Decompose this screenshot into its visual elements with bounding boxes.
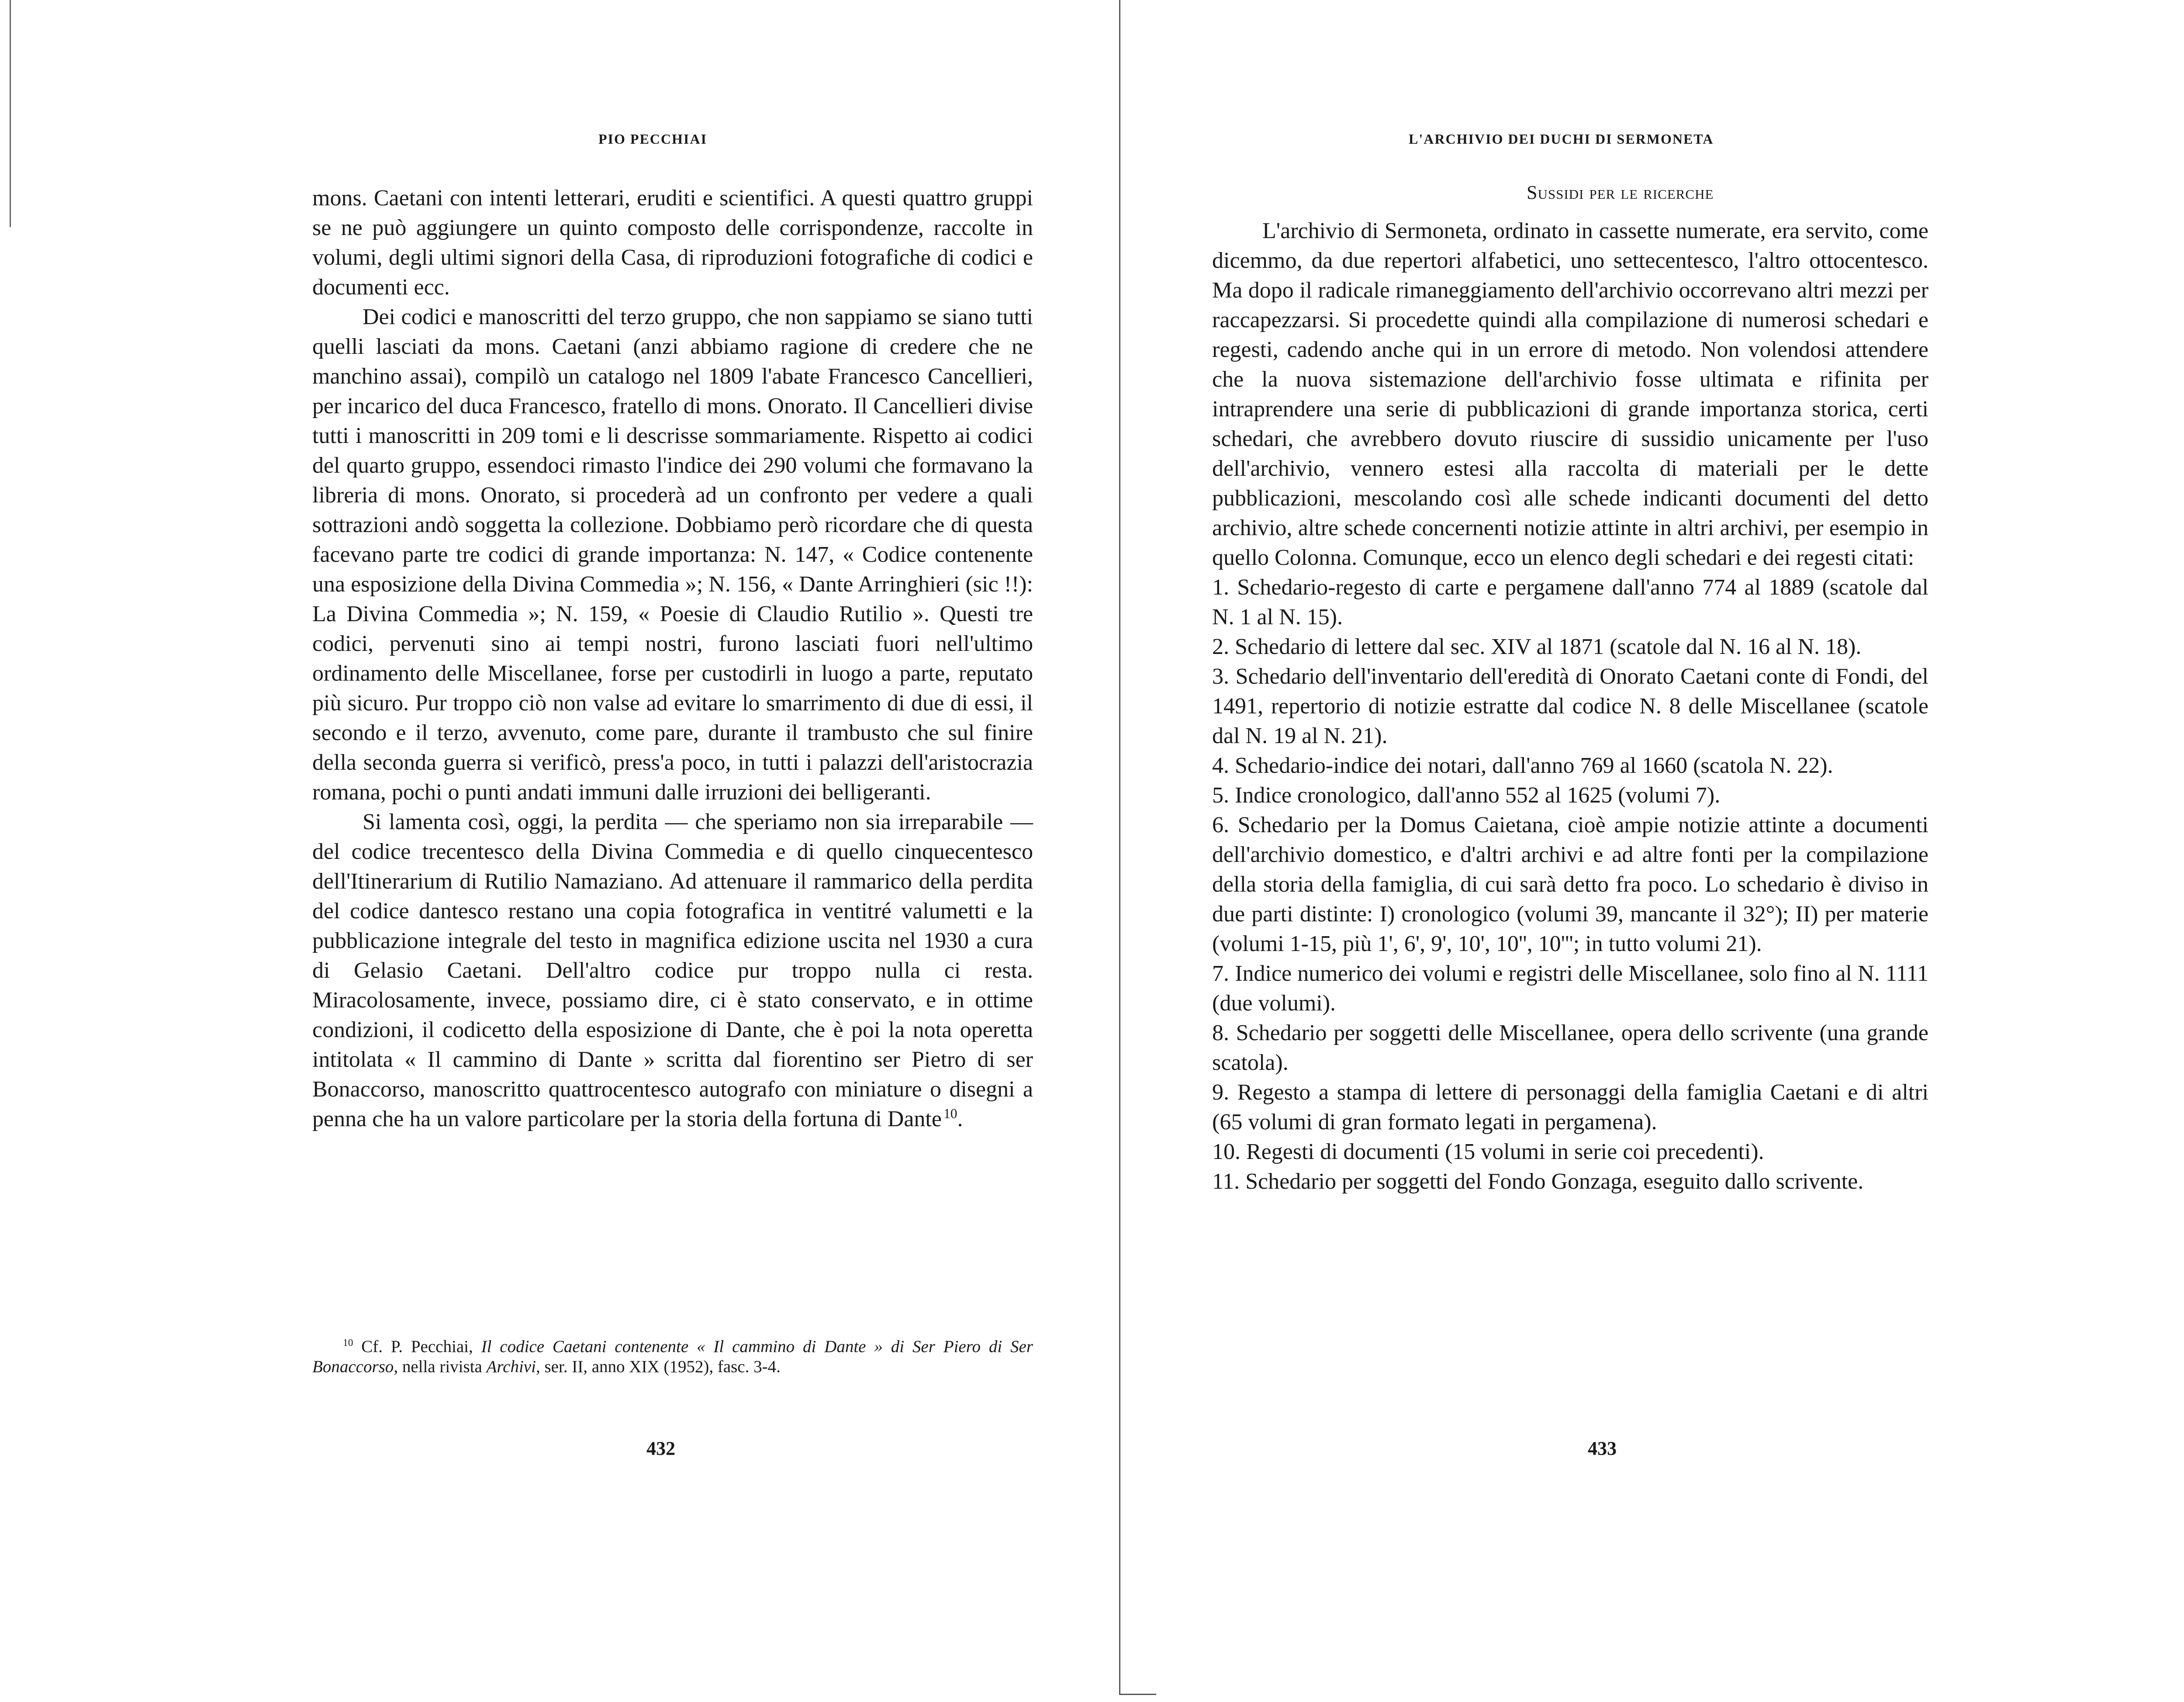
- page-number: 433: [1588, 1438, 1617, 1459]
- paragraph-text: Si lamenta così, oggi, la perdita — che speriamo non sia irreparabile — del codice trecentesco della Divina Commedia e di quello cinquecentesco dell'Itinerarium di Rutilio Namaziano. Ad attenuare il rammarico della perdita del codice dantesco restano una copia fotografica in ventitré valumetti e la pubblicazione integrale del testo in magnifica edizione uscita nel 1930 a cura di Gelasio Caetani. Dell'altro codice pur troppo nulla ci resta. Miracolosamente, invece, possiamo dire, ci è stato conservato, e in ottime condizioni, il codicetto della esposizione di Dante, che è poi la nota operetta intitolata « Il cammino di Dante » scritta dal fiorentino ser Pietro di ser Bonaccorso, manoscritto quattrocentesco autografo con miniature o disegni a penna che ha un valore particolare per la storia della fortuna di Dante: [312, 809, 1033, 1131]
- list-item: 3. Schedario dell'inventario dell'eredità di Onorato Caetani conte di Fondi, del 1491, repertorio di notizie estratte dal codice N. 8 delle Miscellanee (scatole dal N. 19 al N. 21).: [1212, 664, 1928, 748]
- body-text: [312, 183, 1033, 1134]
- footnote-reference: 10: [943, 1106, 957, 1121]
- footnote-text: Cf. P. Pecchiai,: [361, 1337, 481, 1356]
- footnote-title: Il codice Caetani contenente « Il cammino di Dante » di Ser Piero di Ser Bonaccorso: [312, 1337, 1033, 1376]
- list-item: 11. Schedario per soggetti del Fondo Gonzaga, eseguito dallo scrivente.: [1212, 1169, 1864, 1194]
- list-item: 5. Indice cronologico, dall'anno 552 al 1625 (volumi 7).: [1212, 783, 1721, 808]
- list-item: 4. Schedario-indice dei notari, dall'anno 769 al 1660 (scatola N. 22).: [1212, 753, 1833, 778]
- running-head: L'ARCHIVIO DEI DUCHI DI SERMONETA: [1409, 131, 1714, 147]
- list-item: 6. Schedario per la Domus Caietana, cioè ampie notizie attinte a documenti dell'archivio domestico, e d'altri archivi e ad altre fonti per la compilazione della storia della famiglia, di cui sarà detto fra poco. Lo schedario è diviso in due parti distinte: I) cronologico (volumi 39, mancante il 32°); II) per materie (volumi 1-15, più 1', 6', 9', 10', 10'', 10'''; in tutto volumi 21).: [1212, 813, 1928, 956]
- list-item: 1. Schedario-regesto di carte e pergamene dall'anno 774 al 1889 (scatole dal N. 1 al N. 15).: [1212, 575, 1928, 630]
- running-head: PIO PECCHIAI: [598, 131, 707, 147]
- paragraph: L'archivio di Sermoneta, ordinato in cassette numerate, era servito, come dicemmo, da due repertori alfabetici, uno settecentesco, l'altro ottocentesco. Ma dopo il radicale rimaneggiamento dell'archivio occorrevano altri mezzi per raccapezzarsi. Si procedette quindi alla compilazione di numerosi schedari e regesti, cadendo anche qui in un errore di metodo. Non volendosi attendere che la nuova sistemazione dell'archivio fosse ultimata e rifinita per intraprendere una serie di pubblicazioni di grande importanza storica, certi schedari, che avrebbero dovuto riuscire di sussidio unicamente per l'uso dell'archivio, vennero estesi alla raccolta di materiali per le dette pubblicazioni, mescolando così alle schede indicanti documenti del detto archivio, altre schede concernenti notizie attinte in altri archivi, per esempio in quello Colonna. Comunque, ecco un elenco degli schedari e dei regesti citati:: [1212, 218, 1928, 570]
- body-text: [1212, 216, 1928, 1197]
- paragraph: Si lamenta così, oggi, la perdita — che speriamo non sia irreparabile — del codice trecentesco della Divina Commedia e di quello cinquecentesco dell'Itinerarium di Rutilio Namaziano. Ad attenuare il rammarico della perdita del codice dantesco restano una copia fotografica in ventitré valumetti e la pubblicazione integrale del testo in magnifica edizione uscita nel 1930 a cura di Gelasio Caetani. Dell'altro codice pur troppo nulla ci resta. Miracolosamente, invece, possiamo dire, ci è stato conservato, e in ottime condizioni, il codicetto della esposizione di Dante, che è poi la nota operetta intitolata « Il cammino di Dante » scritta dal fiorentino ser Pietro di ser Bonaccorso, manoscritto quattrocentesco autografo con miniature o disegni a penna che ha un valore particolare per la storia della fortuna di Dante $^{10}$.: [312, 809, 1033, 1131]
- right-page: [1109, 0, 2184, 1702]
- footnote-text: , nella rivista: [394, 1357, 487, 1376]
- paragraph: Dei codici e manoscritti del terzo gruppo, che non sappiamo se siano tutti quelli lasciati da mons. Caetani (anzi abbiamo ragione di credere che ne manchino assai), compilò un catalogo nel 1809 l'abate Francesco Cancellieri, per incarico del duca Francesco, fratello di mons. Onorato. Il Cancellieri divise tutti i manoscritti in 209 tomi e li descrisse sommariamente. Rispetto ai codici del quarto gruppo, essendoci rimasto l'indice dei 290 volumi che formavano la libreria di mons. Onorato, si procederà ad un confronto per vedere a quali sottrazioni andò soggetta la collezione. Dobbiamo però ricordare che di questa facevano parte tre codici di grande importanza: N. 147, « Codice contenente una esposizione della Divina Commedia »; N. 156, « Dante Arringhieri (sic !!): La Divina Commedia »; N. 159, « Poesie di Claudio Rutilio ». Questi tre codici, pervenuti sino ai tempi nostri, furono lasciati fuori nell'ultimo ordinamento delle Miscellanee, forse per custodirli in luogo a parte, reputato più sicuro. Pur troppo ciò non valse ad evitare lo smarrimento di due di essi, il secondo e il terzo, avvenuto, come pare, durante il trambusto che sul finire della seconda guerra si verificò, press'a poco, in tutti i palazzi dell'aristocrazia romana, pochi o punti andati immuni dalle irruzioni dei belligeranti.: [312, 304, 1033, 805]
- footnote: [312, 1337, 1033, 1377]
- list-item: 2. Schedario di lettere dal sec. XIV al 1871 (scatole dal N. 16 al N. 18).: [1212, 634, 1862, 659]
- footnote-marker: 10: [343, 1337, 353, 1349]
- list-item: 9. Regesto a stampa di lettere di personaggi della famiglia Caetani e di altri (65 volumi di gran formato legati in pergamena).: [1212, 1080, 1928, 1135]
- footnote-journal: Archivi: [486, 1357, 536, 1376]
- paragraph: mons. Caetani con intenti letterari, eruditi e scientifici. A questi quattro gruppi se ne può aggiungere un quinto composto delle corrispondenze, raccolte in volumi, degli ultimi signori della Casa, di riproduzioni fotografiche di codici e documenti ecc.: [312, 186, 1033, 300]
- page-number: 432: [646, 1438, 675, 1459]
- list-item: 10. Regesti di documenti (15 volumi in serie coi precedenti).: [1212, 1139, 1764, 1164]
- section-title: Sussidi per le ricerche: [1527, 182, 1714, 203]
- list-item: 8. Schedario per soggetti delle Miscellanee, opera dello scrivente (una grande scatola).: [1212, 1021, 1928, 1075]
- list-item: 7. Indice numerico dei volumi e registri delle Miscellanee, solo fino al N. 1111 (due volumi).: [1212, 961, 1928, 1016]
- footnote-text: , ser. II, anno XIX (1952), fasc. 3-4.: [536, 1357, 781, 1376]
